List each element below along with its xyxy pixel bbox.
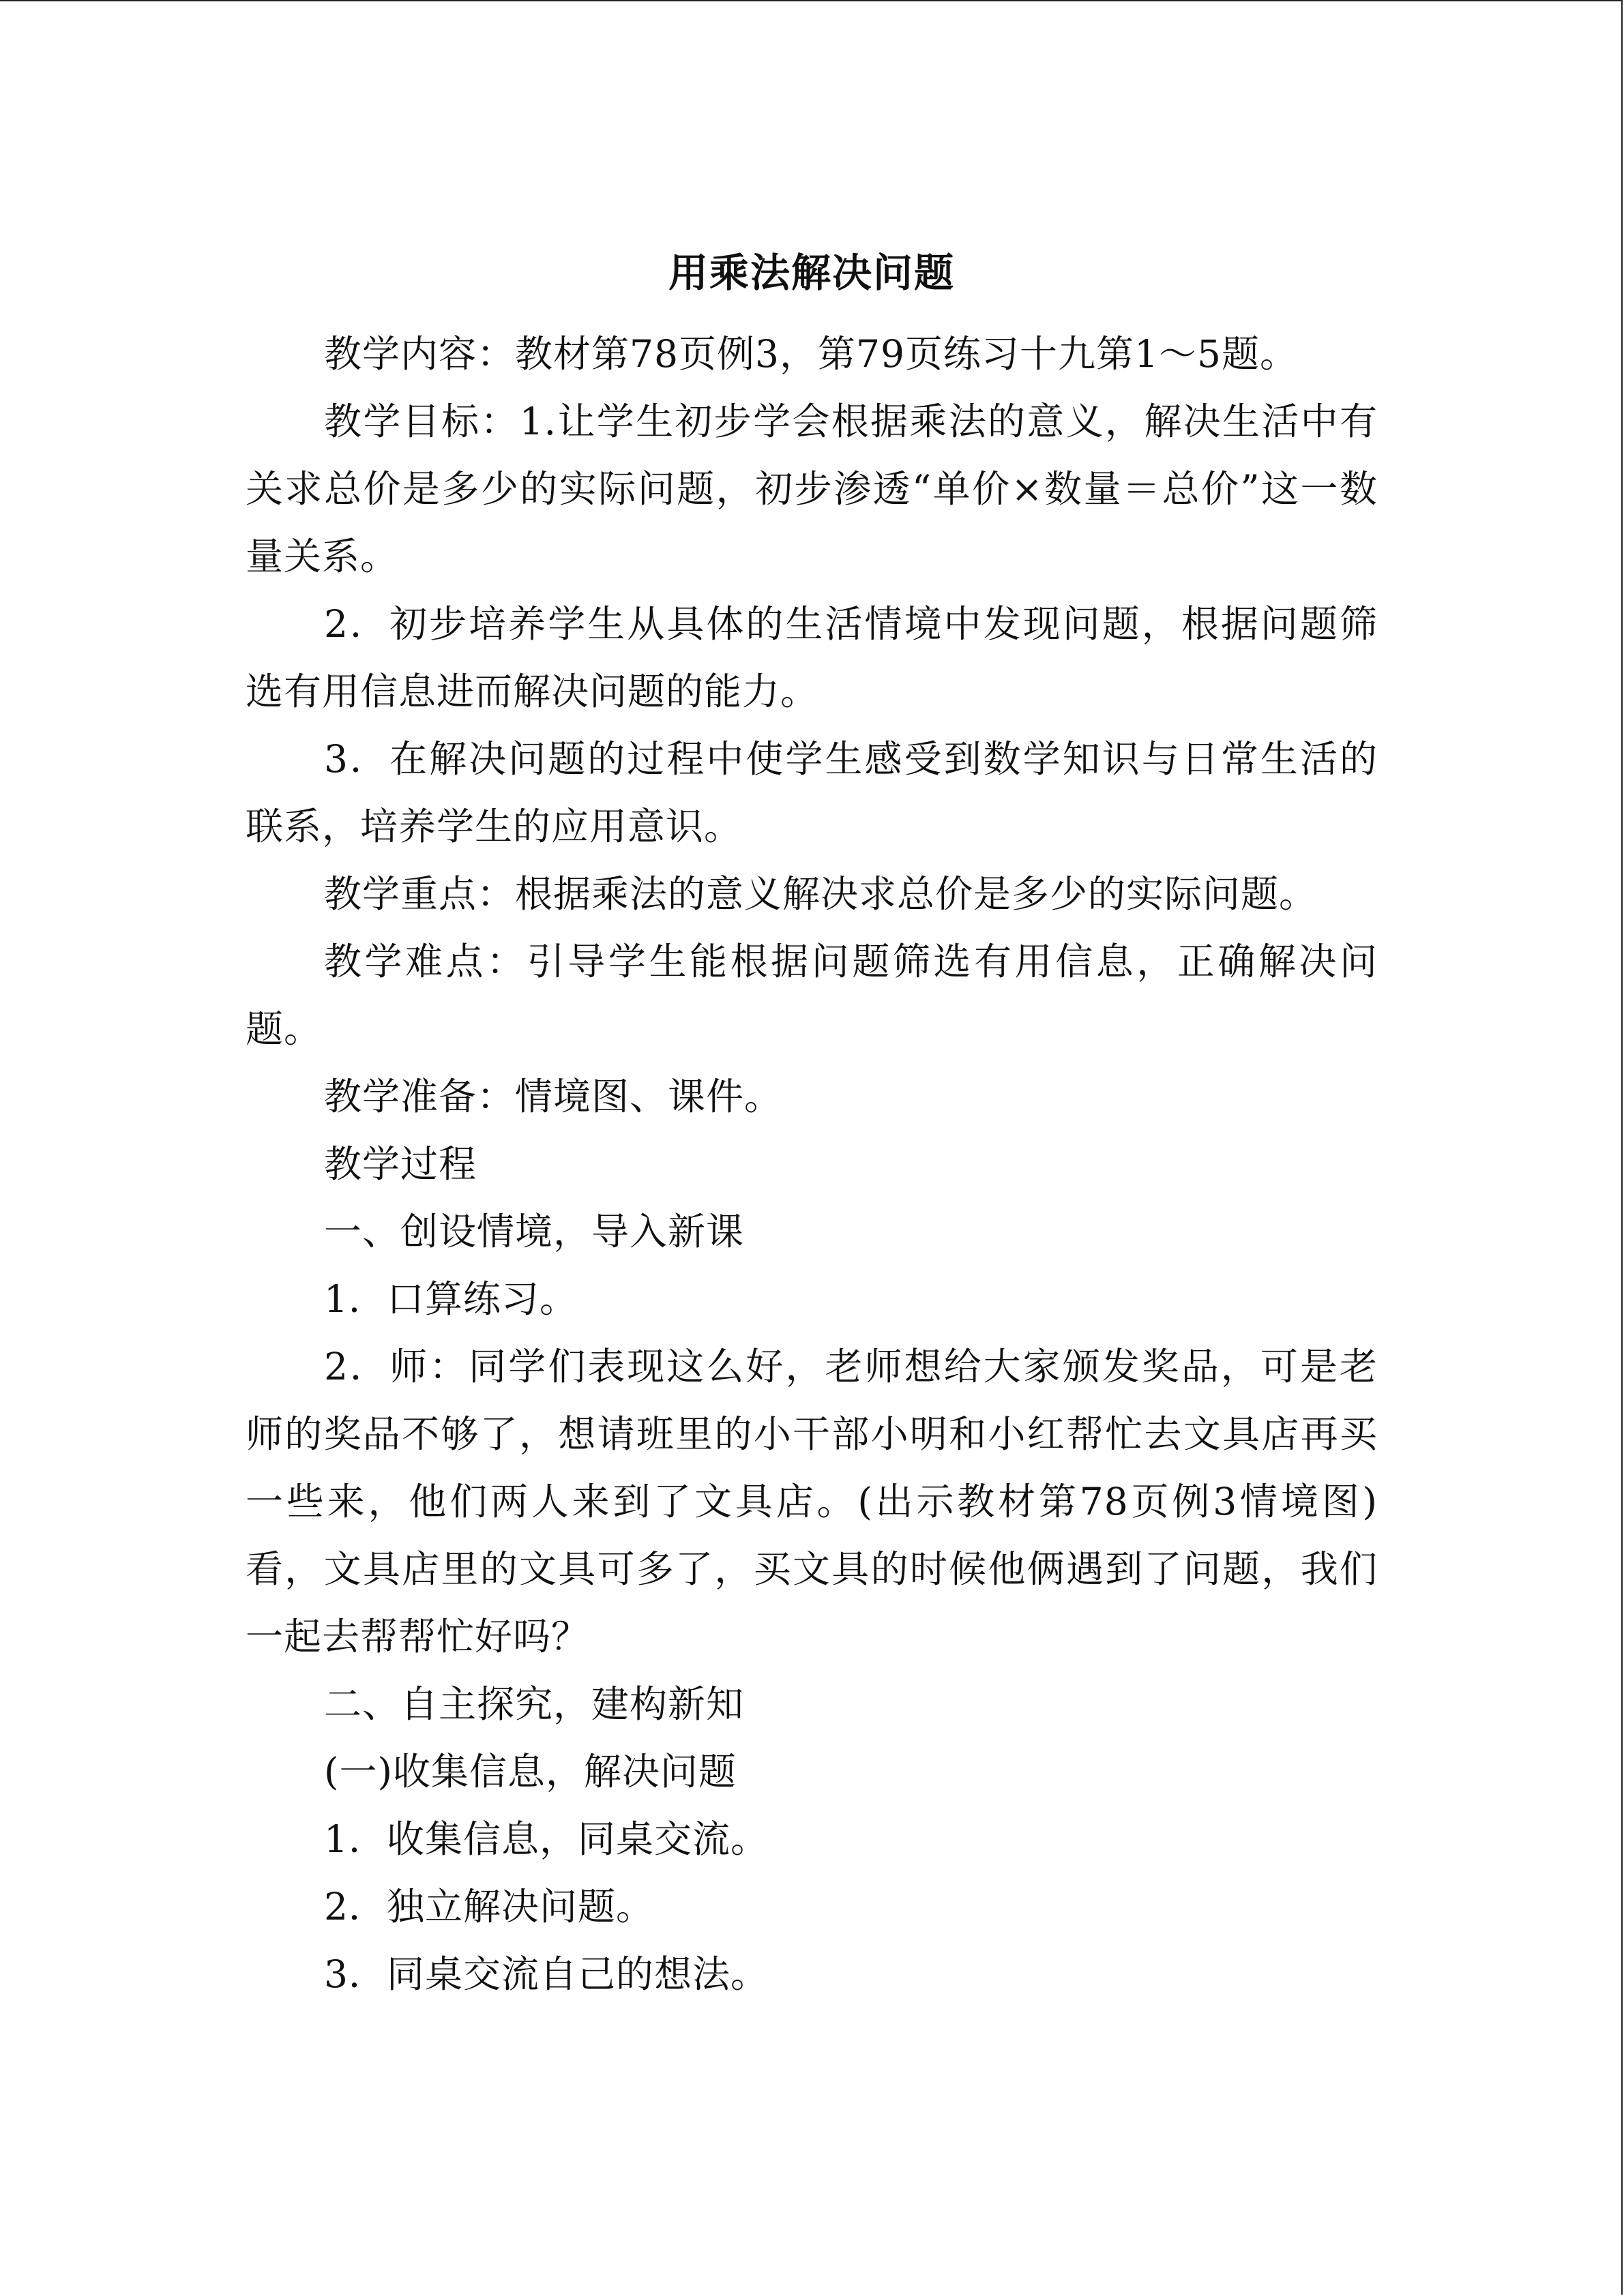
paragraph-process-heading: 教学过程: [324, 1142, 477, 1186]
paragraph-step-oral: 1．口算练习。: [324, 1277, 578, 1321]
paragraph-step-collect: 1．收集信息，同桌交流。: [324, 1817, 769, 1861]
paragraph-step-teacher: 2．师：同学们表现这么好，老师想给大家颁发奖品，可是老师的奖品不够了，想请班里的小干部小明和小红帮忙去文具店再买一些来，他们两人来到了文具店。(出示教材第78页例3情境图)看，文具店里的文具可多了，买文具的时候他俩遇到了问题，我们一起去帮帮忙好吗？: [246, 1345, 1378, 1658]
paragraph-step-solve: 2．独立解决问题。: [324, 1885, 654, 1928]
paragraph-difficulty: 教学难点：引导学生能根据问题筛选有用信息，正确解决问题。: [246, 940, 1378, 1051]
paragraph-teaching-goal-1: 教学目标：1.让学生初步学会根据乘法的意义，解决生活中有关求总价是多少的实际问题，初步渗透“单价×数量＝总价”这一数量关系。: [246, 400, 1378, 578]
paragraph-key-point: 教学重点：根据乘法的意义解决求总价是多少的实际问题。: [324, 872, 1318, 916]
paragraph-teaching-content: 教学内容：教材第78页例3，第79页练习十九第1～5题。: [324, 332, 1298, 376]
paragraph-section-one: 一、创设情境，导入新课: [324, 1210, 745, 1253]
paragraph-preparation: 教学准备：情境图、课件。: [324, 1075, 783, 1118]
paragraph-subsection-one: (一)收集信息，解决问题: [324, 1750, 737, 1793]
paragraph-teaching-goal-2: 2．初步培养学生从具体的生活情境中发现问题，根据问题筛选有用信息进而解决问题的能力。: [246, 602, 1378, 713]
paragraph-section-two: 二、自主探究，建构新知: [324, 1682, 745, 1726]
document-title: 用乘法解决问题: [668, 250, 955, 296]
paragraph-step-share: 3．同桌交流自己的想法。: [324, 1952, 769, 1996]
document-body: [246, 225, 1378, 2008]
paragraph-teaching-goal-3: 3．在解决问题的过程中使学生感受到数学知识与日常生活的联系，培养学生的应用意识。: [246, 737, 1378, 848]
